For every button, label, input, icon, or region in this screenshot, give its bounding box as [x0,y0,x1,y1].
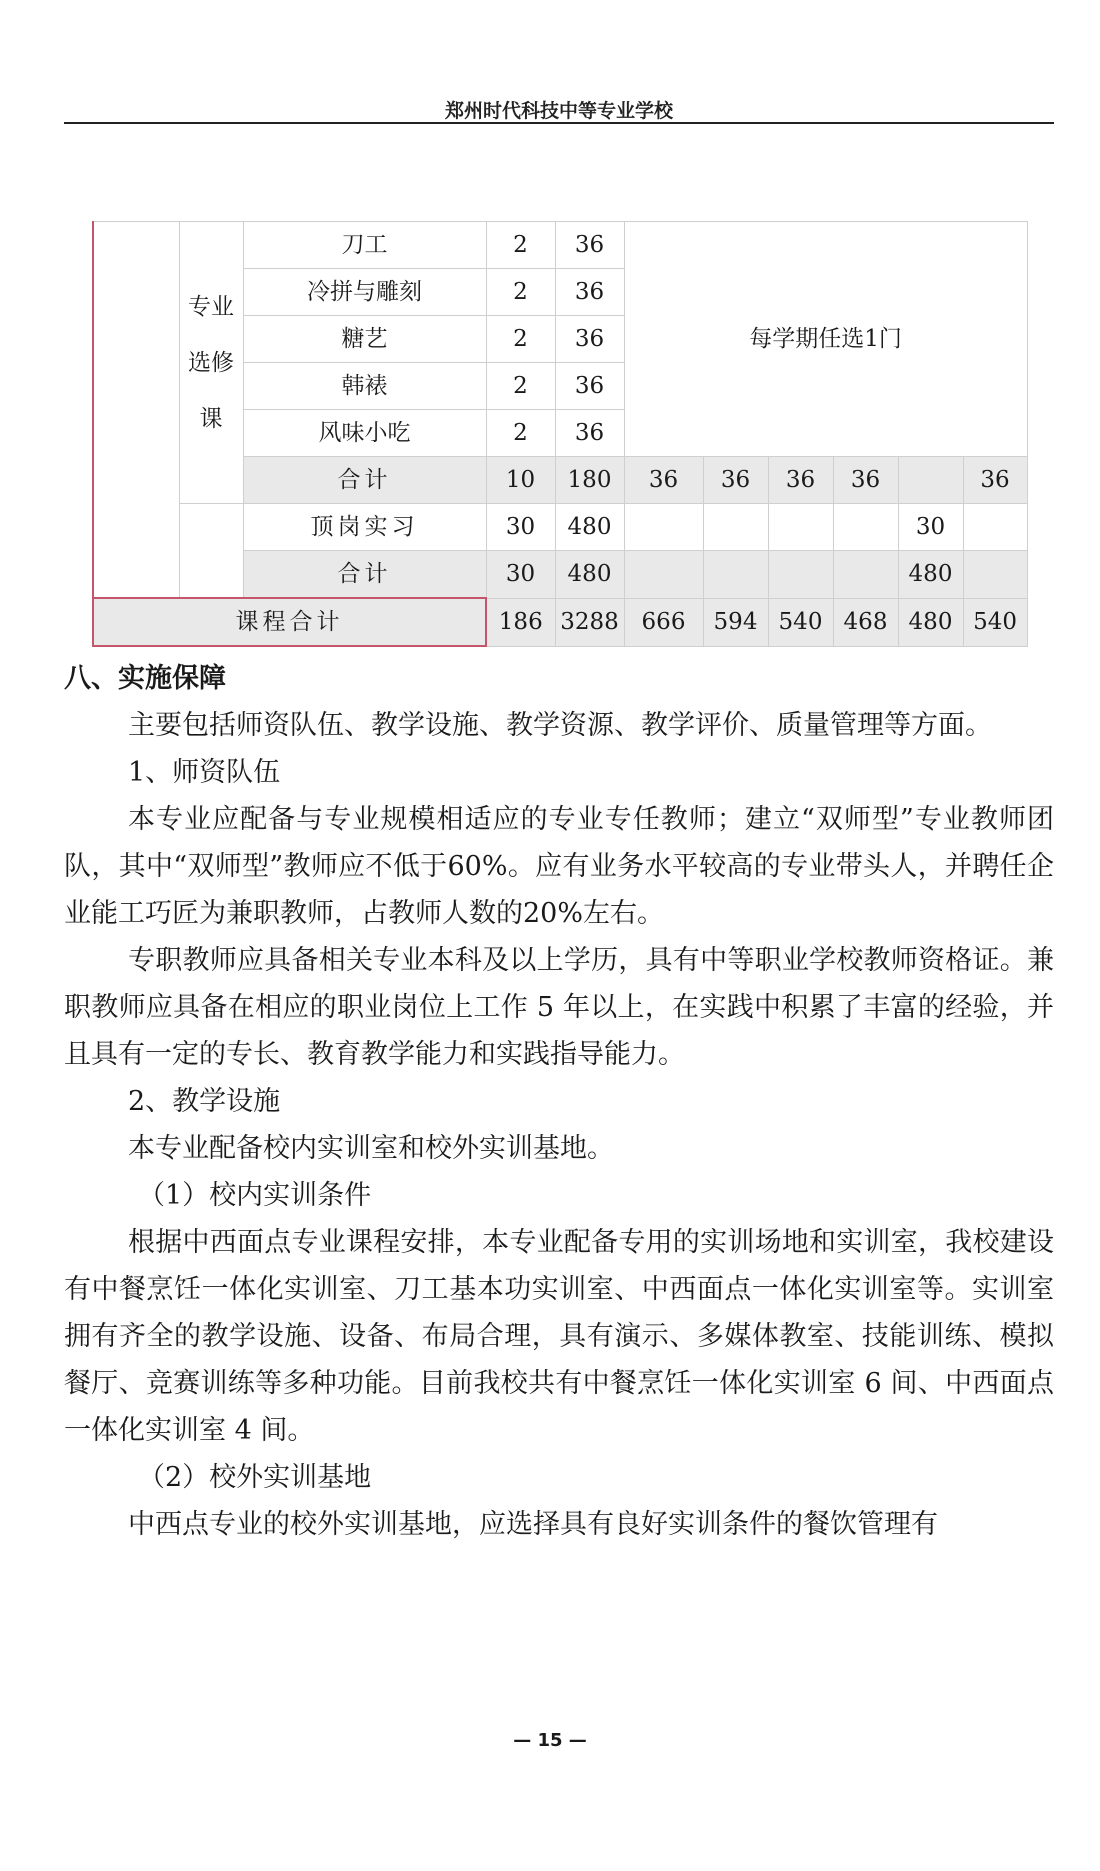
course-name: 顶岗实习 [243,504,486,551]
paragraph: 中西点专业的校外实训基地，应选择具有良好实训条件的餐饮管理有 [128,1509,938,1540]
term-5: 480 [898,551,963,599]
elective-note: 每学期任选1门 [624,222,1027,457]
course-hours: 480 [555,504,624,551]
term-4 [833,551,898,599]
course-name: 刀工 [243,222,486,269]
subheading: （1）校内实训条件 [138,1180,372,1211]
term-2 [703,504,768,551]
term-4 [833,504,898,551]
course-hours: 36 [555,410,624,457]
page-header: 郑州时代科技中等专业学校 [444,100,673,122]
course-hours: 36 [555,269,624,316]
term-4: 36 [833,457,898,504]
paragraph: 主要包括师资队伍、教学设施、教学资源、教学评价、质量管理等方面。 [128,710,992,741]
term-2: 594 [703,598,768,646]
table-row [93,222,1027,269]
term-2: 36 [703,457,768,504]
paragraph: 根据中西面点专业课程安排，本专业配备专用的实训场地和实训室，我校建设有中餐烹饪一体化实训室、刀工基本功实训室、中西面点一体化实训室等。实训室拥有齐全的教学设施、设备、布局合理，具有演示、多媒体教室、技能训练、模拟餐厅、竞赛训练等多种功能。目前我校共有中餐烹饪一体化实训室 6 间、中西面点一体化实训室 4 间。 [64,1227,1054,1446]
total-credits: 10 [486,457,555,504]
term-1: 666 [624,598,703,646]
paragraph: 专职教师应具备相关专业本科及以上学历，具有中等职业学校教师资格证。兼职教师应具备在相应的职业岗位上工作 5 年以上，在实践中积累了丰富的经验，并且具有一定的专长、教育教学能力和实践指导能力。 [64,945,1054,1070]
term-6 [963,551,1027,599]
grand-total-credits: 186 [486,598,555,646]
term-6: 540 [963,598,1027,646]
course-credits: 2 [486,222,555,269]
internship-group-cell [179,504,243,599]
course-credits: 2 [486,269,555,316]
subheading: 1、师资队伍 [128,757,281,788]
table-row-grand-total [93,598,1027,646]
term-1 [624,551,703,599]
course-credits: 2 [486,363,555,410]
course-credits: 2 [486,410,555,457]
course-name: 风味小吃 [243,410,486,457]
header-rule [64,122,1054,124]
total-hours: 180 [555,457,624,504]
total-credits: 30 [486,551,555,599]
table-row-internship [93,504,1027,551]
course-name: 糖艺 [243,316,486,363]
term-4: 468 [833,598,898,646]
grand-total-hours: 3288 [555,598,624,646]
term-3: 36 [768,457,833,504]
term-1 [624,504,703,551]
course-name: 韩裱 [243,363,486,410]
paragraph: 本专业配备校内实训室和校外实训基地。 [128,1133,614,1164]
term-5: 480 [898,598,963,646]
subheading: （2）校外实训基地 [138,1462,372,1493]
term-3: 540 [768,598,833,646]
curriculum-table [92,221,1028,647]
course-credits: 30 [486,504,555,551]
term-6: 36 [963,457,1027,504]
section-title: 八、实施保障 [64,663,226,694]
course-credits: 2 [486,316,555,363]
subheading: 2、教学设施 [128,1086,281,1117]
total-label: 合计 [243,457,486,504]
section-body [64,702,1054,1548]
course-name: 冷拼与雕刻 [243,269,486,316]
total-hours: 480 [555,551,624,599]
term-5: 30 [898,504,963,551]
term-6 [963,504,1027,551]
category-cell [93,222,179,599]
term-3 [768,551,833,599]
elective-group-label: 专业选修课 [179,222,243,504]
course-hours: 36 [555,363,624,410]
paragraph: 本专业应配备与专业规模相适应的专业专任教师；建立“双师型”专业教师团队，其中“双师型”教师应不低于60%。应有业务水平较高的专业带头人，并聘任企业能工巧匠为兼职教师，占教师人数的20%左右。 [64,804,1054,929]
course-hours: 36 [555,222,624,269]
total-label: 合计 [243,551,486,599]
course-hours: 36 [555,316,624,363]
term-5 [898,457,963,504]
term-1: 36 [624,457,703,504]
page-number: — 15 — [513,1730,587,1751]
grand-total-label: 课程合计 [93,598,486,646]
term-3 [768,504,833,551]
term-2 [703,551,768,599]
